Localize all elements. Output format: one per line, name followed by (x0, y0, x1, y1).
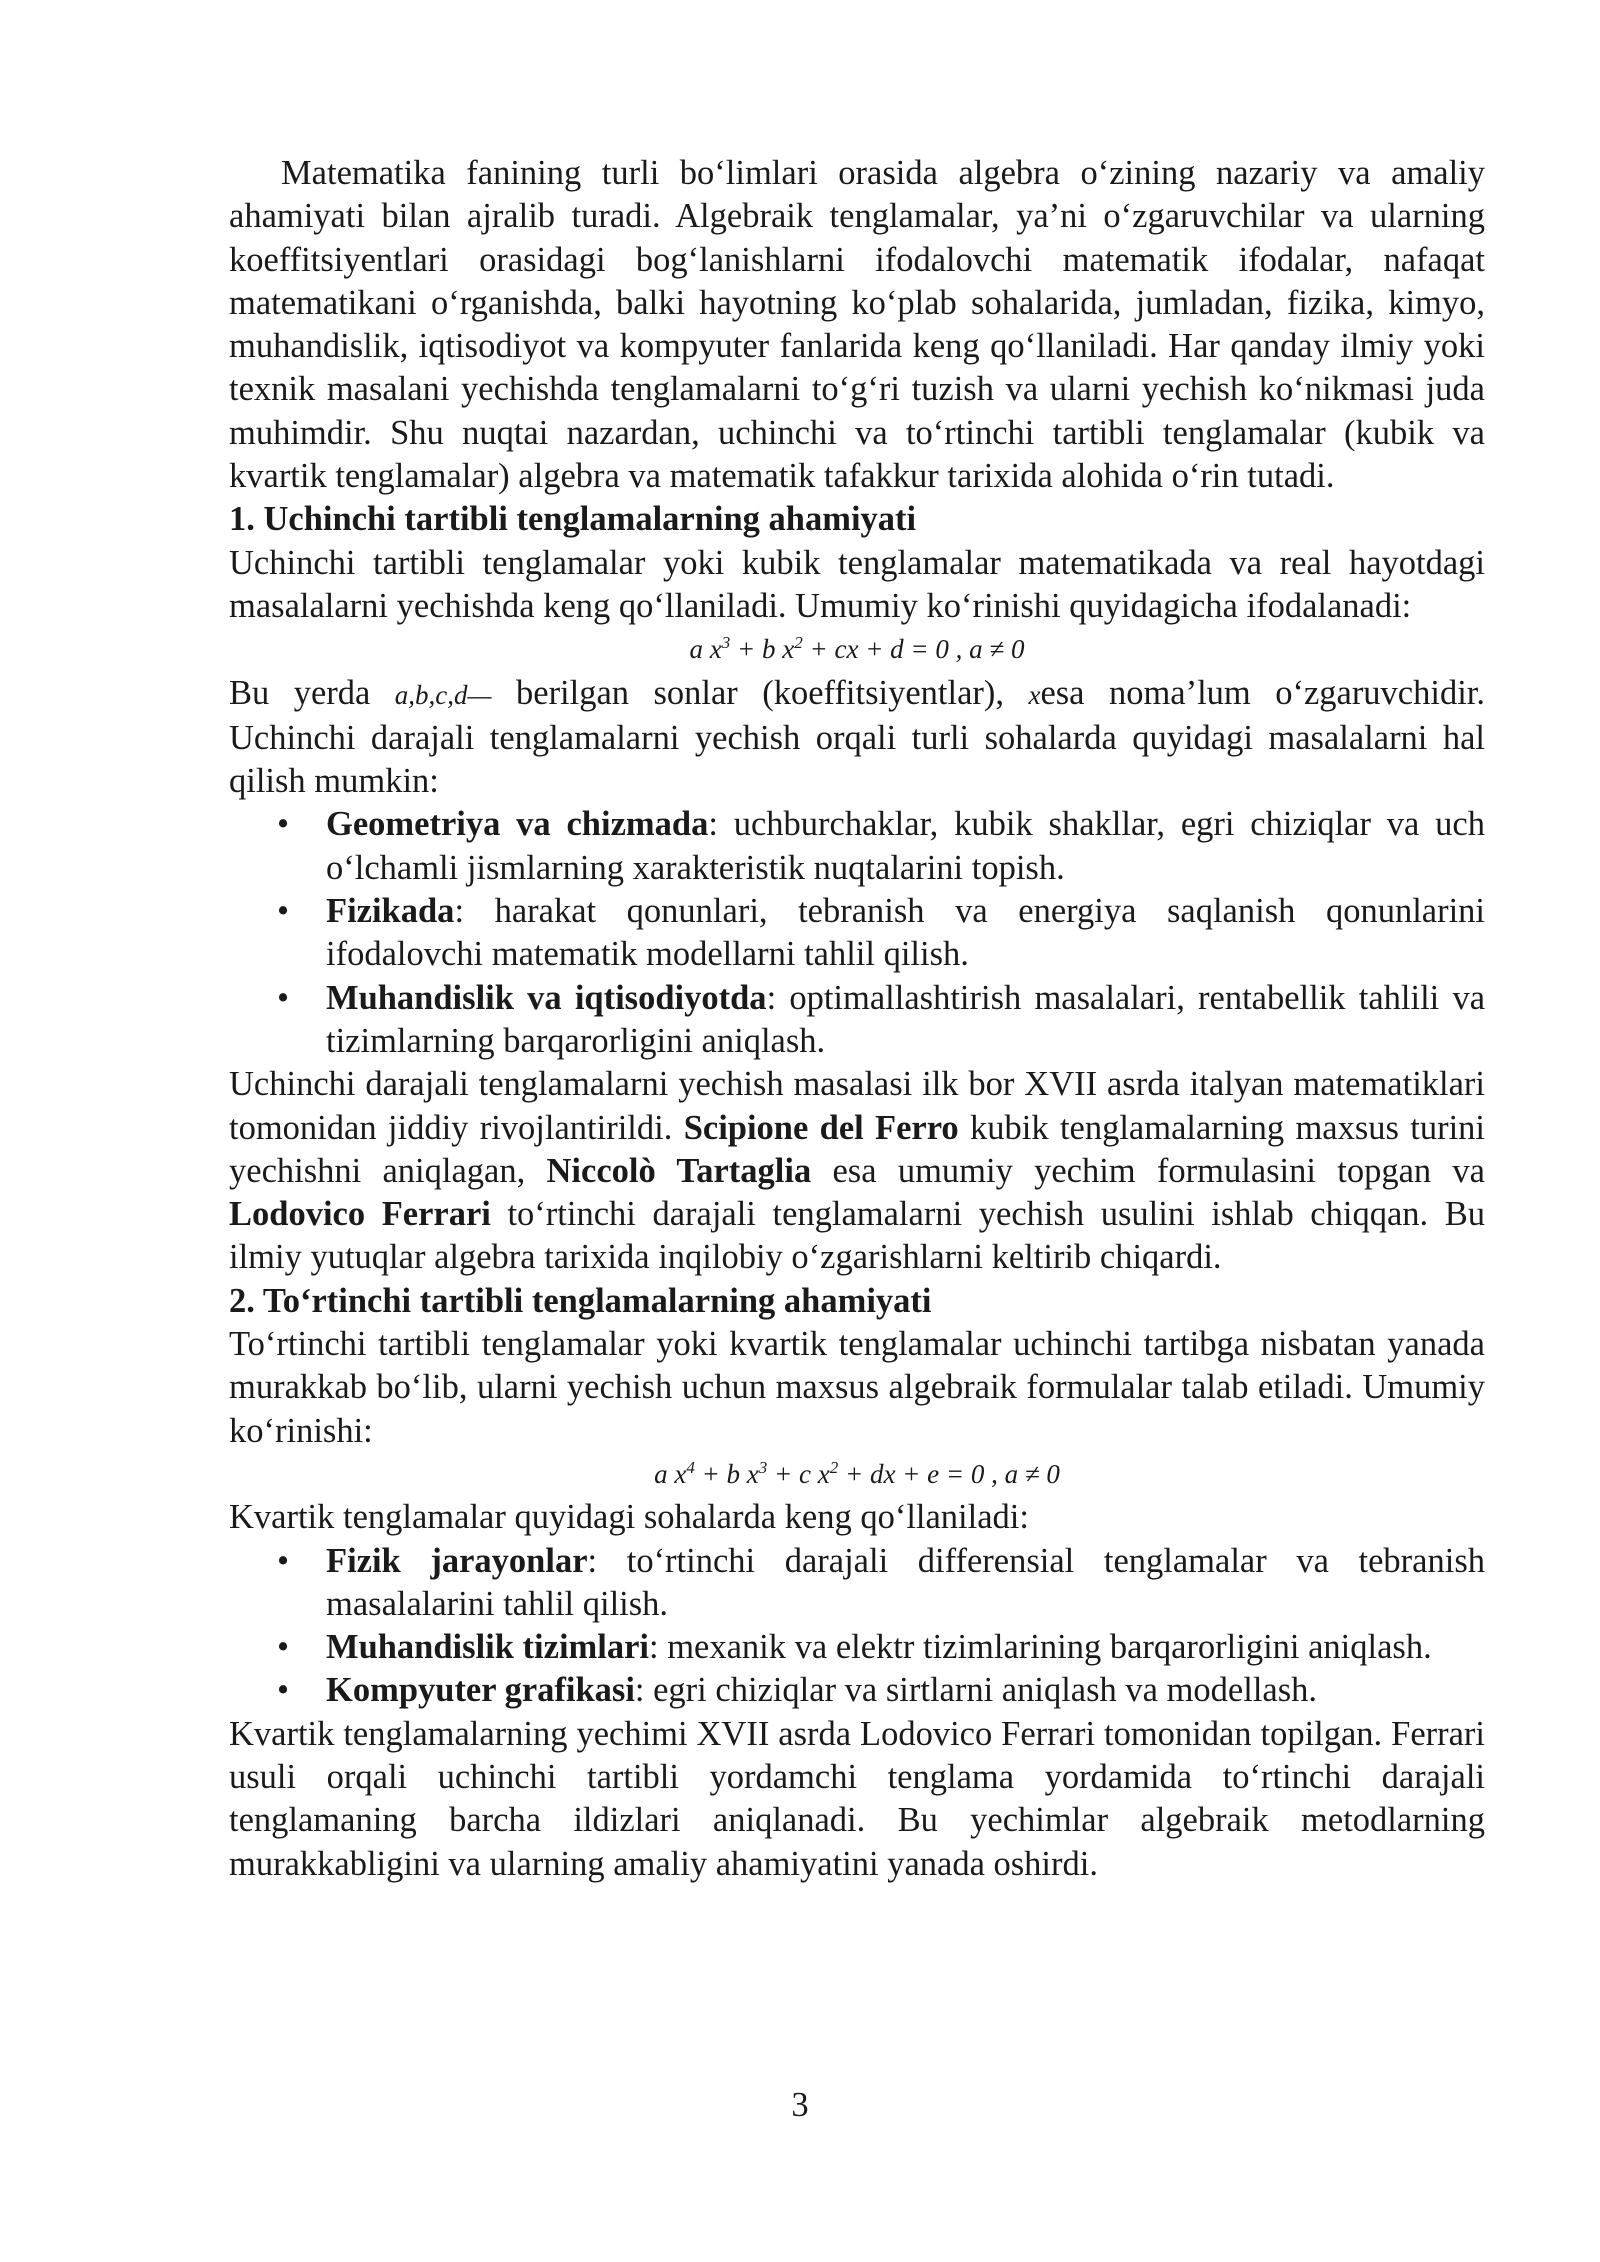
math-coefficients: a,b,c,d— (394, 679, 492, 710)
list-item-text: : mexanik va elektr tizimlarining barqarorligini aniqlash. (649, 1628, 1432, 1667)
list-item-term: Muhandislik va iqtisodiyotda (326, 978, 767, 1017)
formula-part: a x (654, 1458, 687, 1489)
name-ferrari: Lodovico Ferrari (229, 1195, 491, 1234)
formula-part: + dx + e = 0 , a ≠ 0 (838, 1458, 1060, 1489)
document-page (229, 152, 1485, 1886)
list-item-term: Kompyuter grafikasi (326, 1671, 635, 1710)
quartic-uses-paragraph: Kvartik tenglamalar quyidagi sohalarda keng qo‘llaniladi: (229, 1498, 1029, 1537)
formula-exponent: 2 (794, 633, 803, 653)
coefficients-paragraph (229, 672, 1485, 804)
text-span: to‘rtinchi darajali tenglamalarni yechish usulini ishlab chiqqan. Bu ilmiy yutuqlar algebra tarixida inqilobiy o‘zgarishlarni keltirib chiqardi. (229, 1195, 1485, 1277)
list-item-term: Fizikada (326, 892, 455, 931)
text-span: esa umumiy yechim formulasini topgan va (832, 1151, 1485, 1190)
text-span: esa noma’lum o‘zgaruvchidir. Uchinchi darajali tenglamalarni yechish orqali turli sohalarda quyidagi masalalarni hal qilish mumkin: (229, 673, 1485, 801)
intro-paragraph: Matematika fanining turli bo‘limlari orasida algebra o‘zining nazariy va amaliy ahamiyati bilan ajralib turadi. Algebraik tenglamalar, ya’ni o‘zgaruvchilar va ularning koeffitsiyentlari orasidagi bog‘lanishlarni ifodalovchi matematik ifodalar, nafaqat matematikani o‘rganishda, balki hayotning ko‘plab sohalarida, jumladan, fizika, kimyo, muhandislik, iqtisodiyot va kompyuter fanlarida keng qo‘llaniladi. Har qanday ilmiy yoki texnik masalani yechishda tenglamalarni to‘g‘ri tuzish va ularni yechish ko‘nikmasi juda muhimdir. Shu nuqtai nazardan, uchinchi va to‘rtinchi tartibli tenglamalar (kubik va kvartik tenglamalar) algebra va matematik tafakkur tarixida alohida o‘rin tutadi. (229, 154, 1485, 496)
list-item (229, 1626, 1485, 1669)
quartic-formula (229, 1453, 1485, 1496)
text-span: Bu yerda (229, 673, 371, 712)
bullet-icon: • (277, 805, 290, 844)
list-item (229, 1540, 1485, 1627)
formula-exponent: 2 (829, 1457, 839, 1477)
list-item-term: Fizik jarayonlar (326, 1541, 588, 1580)
bullet-icon: • (277, 978, 290, 1017)
cubic-intro-paragraph: Uchinchi tartibli tenglamalar yoki kubik tenglamalar matematikada va real hayotdagi masalalarni yechishda keng qo‘llaniladi. Umumiy ko‘rinishi quyidagicha ifodalanadi: (229, 543, 1485, 625)
list-item-text: : harakat qonunlari, tebranish va energiya saqlanish qonunlarini ifodalovchi matematik modellarni tahlil qilish. (326, 892, 1485, 974)
quartic-applications-list (229, 1540, 1485, 1713)
text-span: berilgan sonlar (koeffitsiyentlar), (491, 673, 1004, 712)
formula-exponent: 4 (686, 1457, 695, 1477)
list-item-term: Geometriya va chizmada (326, 805, 709, 844)
text-span: Uchinchi darajali tenglamalarni yechish masalasi ilk bor XVII asrda italyan matematiklari tomonidan jiddiy rivojlantirildi. (229, 1065, 1485, 1147)
quartic-intro-paragraph: To‘rtinchi tartibli tenglamalar yoki kvartik tenglamalar uchinchi tartibga nisbatan yanada murakkab bo‘lib, ularni yechish uchun maxsus algebraik formulalar talab etiladi. Umumiy ko‘rinishi: (229, 1325, 1485, 1450)
formula-exponent: 3 (721, 633, 731, 653)
history-paragraph (229, 1063, 1485, 1279)
list-item (229, 803, 1485, 890)
name-tartaglia: Niccolò Tartaglia (546, 1151, 812, 1190)
list-item (229, 977, 1485, 1064)
bullet-icon: • (277, 892, 290, 931)
list-item-text: : egri chiziqlar va sirtlarni aniqlash va modellash. (634, 1671, 1318, 1710)
list-item-text: : uchburchaklar, kubik shakllar, egri chiziqlar va uch o‘lchamli jismlarning xarakteristik nuqtalarini topish. (326, 805, 1485, 887)
formula-part: + b x (694, 1458, 759, 1489)
list-item-text: : optimallashtirish masalalari, rentabellik tahlili va tizimlarning barqarorligini aniqlash. (326, 978, 1486, 1060)
text-span: kubik tenglamalarning maxsus turini yechishni aniqlagan, (229, 1108, 1486, 1190)
formula-part: + b x (730, 634, 795, 665)
formula-part: a x (689, 634, 722, 665)
list-item-term: Muhandislik tizimlari (326, 1628, 649, 1667)
formula-exponent: 3 (758, 1457, 768, 1477)
cubic-formula (229, 628, 1485, 671)
bullet-icon: • (277, 1541, 290, 1580)
name-scipione: Scipione del Ferro (683, 1108, 959, 1147)
conclusion-paragraph: Kvartik tenglamalarning yechimi XVII asrda Lodovico Ferrari tomonidan topilgan. Ferrari usuli orqali uchinchi tartibli yordamchi tenglama yordamida to‘rtinchi darajali tenglamaning barcha ildizlari aniqlanadi. Bu yechimlar algebraik metodlarning murakkabligini va ularning amaliy ahamiyatini yanada oshirdi. (229, 1714, 1485, 1883)
list-item (229, 1669, 1485, 1712)
section1-heading: 1. Uchinchi tartibli tenglamalarning ahamiyati (229, 500, 917, 539)
list-item-text: : to‘rtinchi darajali differensial tenglamalar va tebranish masalalarini tahlil qilish. (326, 1541, 1485, 1623)
bullet-icon: • (277, 1628, 290, 1667)
formula-part: + cx + d = 0 , a ≠ 0 (802, 634, 1025, 665)
bullet-icon: • (277, 1671, 290, 1710)
math-variable: x (1028, 679, 1041, 710)
section2-heading: 2. To‘rtinchi tartibli tenglamalarning ahamiyati (229, 1281, 932, 1320)
list-item (229, 890, 1485, 977)
cubic-applications-list (229, 803, 1485, 1063)
formula-part: + c x (767, 1458, 830, 1489)
page-number: 3 (791, 2086, 809, 2124)
